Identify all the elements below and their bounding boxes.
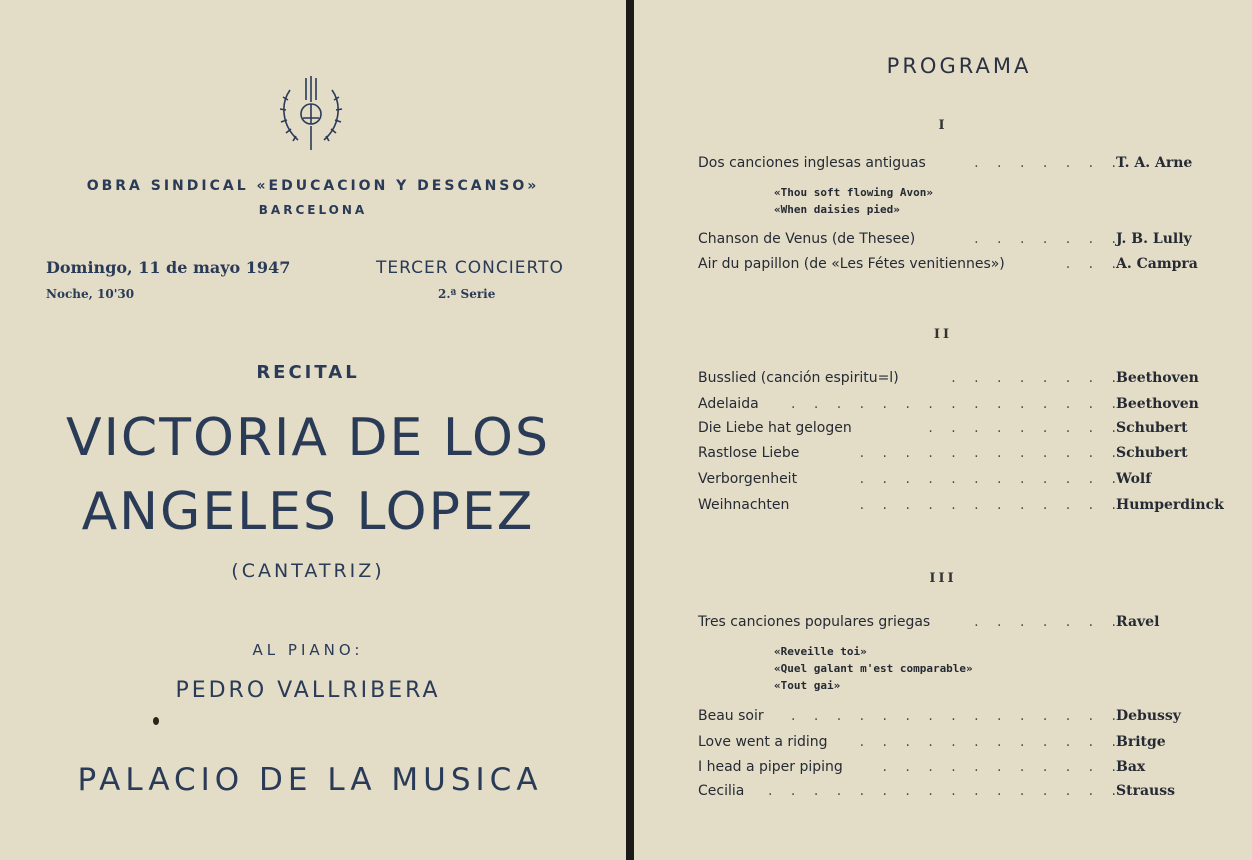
composer: J. B. Lully: [1116, 231, 1192, 247]
dot-leader: . . . . . . . . . . . .: [859, 471, 1123, 487]
recital-label: RECITAL: [256, 362, 360, 383]
concert-number: TERCER CONCIERTO: [376, 258, 564, 278]
work-title: I head a piper piping: [698, 759, 843, 775]
work-title: Weihnachten: [698, 497, 790, 513]
song-subtitle: «When daisies pied»: [774, 203, 900, 216]
program-row: [698, 231, 1228, 253]
composer: Ravel: [1116, 614, 1160, 630]
work-title: Chanson de Venus (de Thesee): [698, 231, 916, 247]
dot-leader: . . . . . . . . . . . . . . .: [790, 396, 1123, 412]
composer: Britge: [1116, 734, 1166, 750]
work-title: Air du papillon (de «Les Fétes venitiennes»): [698, 256, 1005, 272]
composer: Wolf: [1116, 471, 1152, 487]
program-heading: PROGRAMA: [886, 54, 1032, 78]
work-title: Dos canciones inglesas antiguas: [698, 155, 926, 171]
program-row: [698, 396, 1228, 418]
song-subtitle: «Quel galant m'est comparable»: [774, 662, 973, 675]
dot-leader: . . .: [1065, 256, 1123, 272]
dot-leader: . . . . . . .: [974, 614, 1123, 630]
composer: Schubert: [1116, 445, 1188, 461]
ink-spot: [153, 717, 159, 725]
work-title: Beau soir: [698, 708, 764, 724]
composer: Strauss: [1116, 783, 1175, 799]
program-row: [698, 734, 1228, 756]
work-title: Verborgenheit: [698, 471, 798, 487]
dot-leader: . . . . . . . .: [951, 370, 1123, 386]
performer-role: (CANTATRIZ): [231, 560, 385, 582]
composer: Humperdinck: [1116, 497, 1224, 513]
section-numeral: III: [929, 571, 957, 586]
dot-leader: . . . . . . . . . . . . . . .: [790, 708, 1123, 724]
program-row: [698, 445, 1228, 467]
piano-label: AL PIANO:: [252, 641, 364, 659]
program-row: [698, 708, 1228, 730]
dot-leader: . . . . . . . . . . . . . . . .: [768, 783, 1123, 799]
program-row: [698, 155, 1228, 177]
program-row: [698, 256, 1228, 278]
concert-date: Domingo, 11 de mayo 1947: [46, 258, 291, 277]
work-title: Tres canciones populares griegas: [698, 614, 931, 630]
concert-series: 2.ª Serie: [438, 287, 496, 301]
work-title: Love went a riding: [698, 734, 828, 750]
program-row: [698, 614, 1228, 636]
program-row: [698, 759, 1228, 781]
emblem-icon: [276, 70, 346, 156]
venue: PALACIO DE LA MUSICA: [77, 762, 543, 798]
concert-time: Noche, 10'30: [46, 287, 135, 301]
program-row: [698, 420, 1228, 442]
dot-leader: . . . . . . . . .: [928, 420, 1123, 436]
program-row: [698, 497, 1228, 519]
song-subtitle: «Thou soft flowing Avon»: [774, 186, 933, 199]
pianist-name: PEDRO VALLRIBERA: [175, 678, 441, 703]
program-row: [698, 783, 1228, 805]
work-title: Busslied (canción espiritu=l): [698, 370, 899, 386]
city: BARCELONA: [258, 203, 368, 217]
composer: Schubert: [1116, 420, 1188, 436]
dot-leader: . . . . . . .: [974, 155, 1123, 171]
composer: Debussy: [1116, 708, 1181, 724]
organization: OBRA SINDICAL «EDUCACION Y DESCANSO»: [86, 178, 540, 194]
dot-leader: . . . . . . . . . . . .: [859, 734, 1123, 750]
composer: Beethoven: [1116, 396, 1199, 412]
dot-leader: . . . . . . . . . . . .: [859, 497, 1123, 513]
composer: Beethoven: [1116, 370, 1199, 386]
work-title: Die Liebe hat gelogen: [698, 420, 852, 436]
dot-leader: . . . . . . . . . . . .: [859, 445, 1123, 461]
section-numeral: II: [933, 327, 953, 342]
performer-name-line2: ANGELES LOPEZ: [81, 482, 535, 542]
work-title: Cecilia: [698, 783, 745, 799]
section-numeral: I: [938, 118, 948, 133]
program-row: [698, 471, 1228, 493]
composer: T. A. Arne: [1116, 155, 1193, 171]
program-page: [634, 0, 1252, 860]
song-subtitle: «Tout gai»: [774, 679, 841, 692]
composer: A. Campra: [1116, 256, 1198, 272]
work-title: Rastlose Liebe: [698, 445, 800, 461]
performer-name-line1: VICTORIA DE LOS: [66, 408, 550, 468]
song-subtitle: «Reveille toi»: [774, 645, 867, 658]
dot-leader: . . . . . . .: [974, 231, 1123, 247]
work-title: Adelaida: [698, 396, 759, 412]
program-row: [698, 370, 1228, 392]
composer: Bax: [1116, 759, 1146, 775]
dot-leader: . . . . . . . . . . .: [882, 759, 1123, 775]
